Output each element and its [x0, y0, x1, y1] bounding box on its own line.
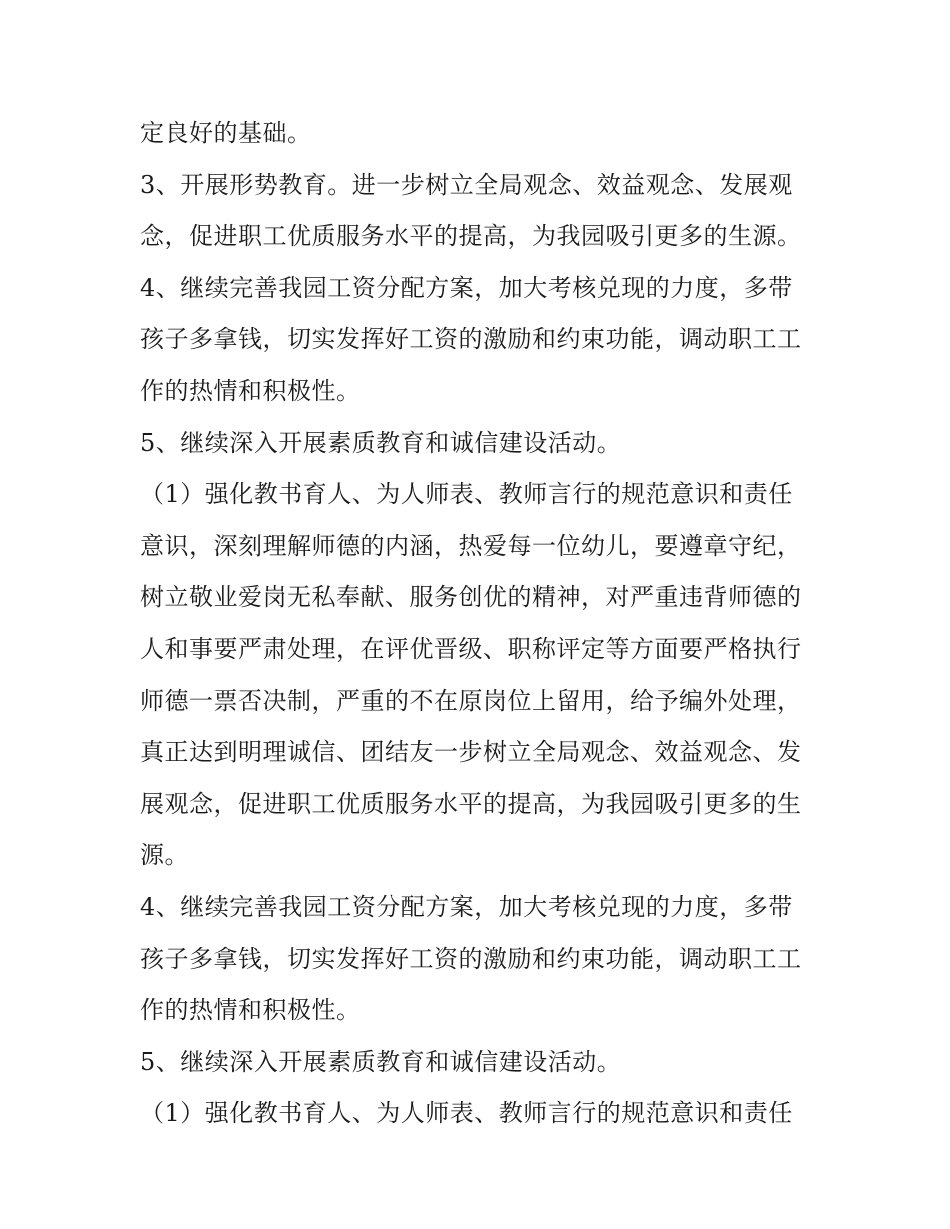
text-line: 作的热情和积极性。 — [140, 996, 361, 1025]
text-line: 师德一票否决制，严重的不在原岗位上留用，给予编外处理， — [140, 686, 802, 715]
text-line: 念，促进职工优质服务水平的提高，为我园吸引更多的生源。 — [140, 222, 802, 251]
text-line: （1）强化教书育人、为人师表、教师言行的规范意识和责任 — [140, 1099, 793, 1128]
text-line: 4、继续完善我园工资分配方案，加大考核兑现的力度，多带 — [140, 892, 793, 921]
text-line: 4、继续完善我园工资分配方案，加大考核兑现的力度，多带 — [140, 273, 793, 302]
body-text — [140, 108, 820, 1140]
text-line: 定良好的基础。 — [140, 119, 312, 147]
text-line: 5、继续深入开展素质教育和诚信建设活动。 — [140, 1047, 622, 1076]
text-line: 孩子多拿钱，切实发挥好工资的激励和约束功能，调动职工工 — [140, 944, 802, 973]
text-line: 3、开展形势教育。进一步树立全局观念、效益观念、发展观 — [140, 170, 793, 199]
text-line: 意识，深刻理解师德的内涵，热爱每一位幼儿，要遵章守纪， — [140, 531, 802, 560]
text-line: 作的热情和积极性。 — [140, 376, 361, 405]
text-line: （1）强化教书育人、为人师表、教师言行的规范意识和责任 — [140, 480, 793, 509]
text-line: 树立敬业爱岗无私奉献、服务创优的精神，对严重违背师德的 — [140, 583, 802, 612]
text-line: 源。 — [140, 841, 189, 870]
text-line: 5、继续深入开展素质教育和诚信建设活动。 — [140, 428, 622, 457]
text-line: 孩子多拿钱，切实发挥好工资的激励和约束功能，调动职工工 — [140, 325, 802, 354]
text-line: 展观念，促进职工优质服务水平的提高，为我园吸引更多的生 — [140, 789, 802, 818]
text-line: 人和事要严肃处理，在评优晋级、职称评定等方面要严格执行 — [140, 634, 802, 663]
text-line: 真正达到明理诚信、团结友一步树立全局观念、效益观念、发 — [140, 738, 802, 767]
